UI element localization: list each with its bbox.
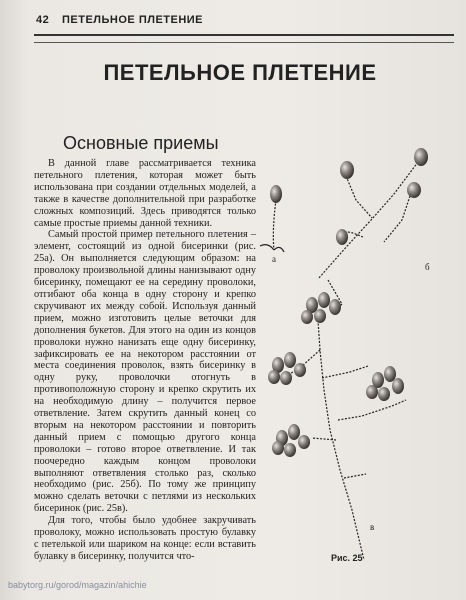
paragraph: В данной главе рассматривается техника петельного плетения, которая может быть использована при создании отдельных моделей, а также в качестве дополнительной при разработке сложных композиций. Здесь приводятся только самые простые приемы данной техники. — [34, 158, 256, 229]
figure-label-c: в — [370, 522, 375, 532]
bead-icon — [270, 185, 282, 203]
running-head-title: ПЕТЕЛЬНОЕ ПЛЕТЕНИЕ — [62, 14, 204, 26]
figure-a — [260, 200, 284, 252]
page-number: 42 — [36, 14, 50, 26]
figure-caption: Рис. 25 — [331, 553, 363, 563]
watermark: babytorg.ru/gorod/magazin/ahichie — [8, 580, 147, 590]
bead-cluster-left-upper — [268, 352, 306, 385]
paragraph: Для того, чтобы было удобнее закручивать проволоку, можно использовать простую булавку с петелькой или шариком на конце: если вставить булавку в бисеринку, получится что- — [34, 515, 256, 562]
ornament-divider — [34, 34, 454, 43]
bead-icon — [414, 148, 428, 166]
paragraph: Самый простой пример петельного плетения – элемент, состоящий из одной бисеринки (рис. 25а). Он выполняется следующим образом: на проволоку произвольной длины нанизывают одну бисеринку, помещают ее на середину проволоки, отгибают оба конца в одну сторону и крепко скручивают их между собой. Используя данный прием, можно изготовить целые веточки для дополнения букетов. Для этого на один из концов проволоки нужно нанизать еще одну бисеринку, зафиксировать ее на некотором расстоянии от места соединения проволок, взять бисеринку в одну руку, проволочки отогнуть в противоположную сторону и крепко скрутить их на необходимую длину – получится первое ответвление. Затем скрутить данный конец со вторым на некотором расстоянии и повторить данный прием с помощью другого конца проволоки – готово второе ответвление. И так поочередно каждым концом проволоки выполняют ответвления столько раз, сколько необходимо (рис. 25б). По тому же принципу можно сделать веточки с петлями из нескольких бисеринок (рис. 25в). — [34, 229, 256, 515]
bead-icon — [336, 229, 348, 245]
bead-icon — [340, 161, 354, 179]
bead-cluster-left-lower — [272, 424, 310, 457]
figure-label-a: а — [272, 254, 276, 264]
figure-b — [318, 162, 418, 310]
running-head — [10, 14, 450, 28]
chapter-title: ПЕТЕЛЬНОЕ ПЛЕТЕНИЕ — [103, 60, 377, 85]
body-text — [34, 158, 256, 563]
figure-label-b: б — [425, 262, 430, 272]
section-title: Основные приемы — [63, 133, 219, 153]
bead-icon — [407, 182, 421, 198]
bead-cluster-top — [301, 292, 341, 324]
bead-loop-figure — [258, 140, 458, 580]
bead-cluster-right — [366, 366, 404, 401]
